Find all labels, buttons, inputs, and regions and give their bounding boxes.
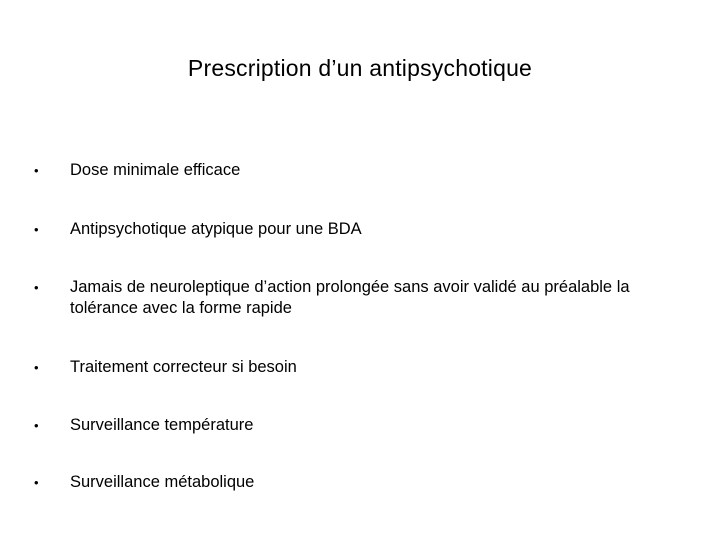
bullet-icon: • xyxy=(34,418,39,433)
bullet-icon: • xyxy=(34,222,39,237)
bullet-icon: • xyxy=(34,280,39,295)
bullet-item xyxy=(34,160,694,181)
bullet-item xyxy=(34,415,694,436)
bullet-icon: • xyxy=(34,360,39,375)
bullet-item xyxy=(34,277,694,319)
bullet-text: Dose minimale efficace xyxy=(70,161,241,179)
bullet-text: Jamais de neuroleptique d’action prolongée sans avoir validé au préalable la tolérance avec la forme rapide xyxy=(70,278,630,317)
bullet-item xyxy=(34,219,694,240)
bullet-text: Antipsychotique atypique pour une BDA xyxy=(70,220,362,238)
bullet-text: Surveillance métabolique xyxy=(70,473,255,491)
bullet-text: Traitement correcteur si besoin xyxy=(70,358,297,376)
bullet-text: Surveillance température xyxy=(70,416,254,434)
slide-title: Prescription d’un antipsychotique xyxy=(187,55,533,81)
bullet-item xyxy=(34,472,694,493)
bullet-icon: • xyxy=(34,475,39,490)
bullet-icon: • xyxy=(34,163,39,178)
bullet-item xyxy=(34,357,694,378)
